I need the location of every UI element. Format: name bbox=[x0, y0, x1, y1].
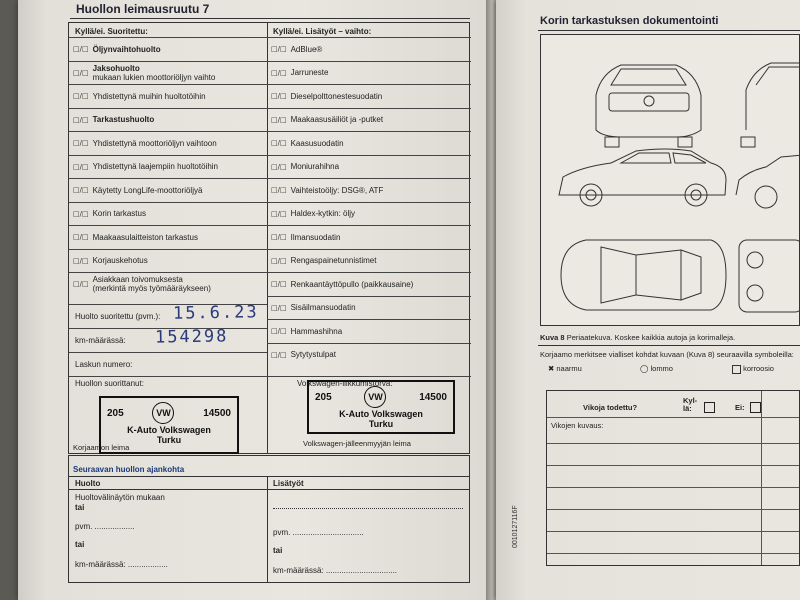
row-label bbox=[93, 45, 161, 54]
yes-no-checkbox[interactable]: □/□ bbox=[73, 139, 89, 148]
row-label bbox=[93, 186, 203, 195]
writing-line[interactable] bbox=[547, 509, 799, 510]
yes-no-checkbox[interactable]: □/□ bbox=[271, 162, 287, 171]
row-title: Korin tarkastus bbox=[92, 209, 146, 219]
row-label: Hammashihna bbox=[290, 326, 343, 336]
table-row bbox=[267, 272, 471, 296]
row-label: Jarruneste bbox=[290, 68, 329, 78]
yes-no-checkbox[interactable]: □/□ bbox=[271, 209, 287, 218]
stamp-left-number: 205 bbox=[107, 407, 124, 419]
car-top-view bbox=[561, 240, 726, 310]
row-label: Maakaasusäiliöt ja -putket bbox=[290, 115, 384, 125]
car-side-view-2 bbox=[736, 155, 800, 208]
row-title: Tarkastushuolto bbox=[92, 115, 155, 125]
table-row bbox=[267, 202, 471, 226]
writing-line[interactable] bbox=[547, 531, 799, 532]
col-lisatyot: Lisätyöt bbox=[273, 479, 304, 488]
writing-line[interactable] bbox=[547, 553, 799, 554]
next-date-field[interactable]: pvm. .................. bbox=[75, 522, 135, 531]
instruction-text: Korjaamo merkitsee vialliset kohdat kuvaan (Kuva 8) seuraavilla symboleilla: bbox=[540, 350, 794, 359]
table-row bbox=[267, 61, 471, 85]
column-divider bbox=[267, 476, 268, 583]
divider bbox=[538, 345, 800, 346]
next-service-interval: Huoltovälinäytön mukaan bbox=[75, 493, 165, 502]
row-label: Rengaspainetunnistimet bbox=[290, 256, 377, 266]
row-title: Jaksohuolto bbox=[92, 63, 140, 73]
vw-logo-icon: VW bbox=[152, 402, 174, 424]
tai-label: tai bbox=[75, 503, 85, 512]
workshop-stamp bbox=[99, 396, 239, 454]
row-label: Ilmansuodatin bbox=[290, 232, 341, 242]
table-row bbox=[69, 202, 267, 226]
table-row bbox=[69, 272, 267, 296]
no-label: Ei: bbox=[735, 403, 745, 412]
row-label: Vaihteistoöljy: DSG®, ATF bbox=[290, 185, 384, 195]
row-title: Käytetty LongLife-moottoriöljyä bbox=[92, 185, 203, 195]
row-label: Renkaantäyttöpullo (paikkausaine) bbox=[290, 279, 414, 289]
yes-checkbox[interactable] bbox=[704, 402, 715, 413]
row-label: Haldex-kytkin: öljy bbox=[290, 209, 356, 219]
table-row bbox=[267, 225, 471, 249]
header-left: Kyllä/ei. Suoritettu: bbox=[75, 27, 148, 36]
row-label bbox=[93, 233, 198, 242]
row-subtitle: (merkintä myös työmääräykseen) bbox=[92, 284, 211, 294]
next-service-title: Seuraavan huollon ajankohta bbox=[73, 465, 185, 474]
service-table bbox=[68, 22, 470, 454]
row-label bbox=[93, 92, 206, 101]
no-checkbox[interactable] bbox=[750, 402, 761, 413]
stamp-right-number: 14500 bbox=[419, 391, 447, 403]
car-diagram bbox=[540, 34, 800, 326]
car-rear-view bbox=[596, 65, 701, 147]
workshop-label: Huollon suorittanut: bbox=[75, 379, 144, 388]
yes-label: Kyl-lä: bbox=[683, 396, 698, 413]
row-label bbox=[93, 275, 211, 293]
row-label bbox=[93, 139, 217, 148]
next-service-box bbox=[68, 455, 470, 583]
row-label: Sisäilmansuodatin bbox=[290, 303, 356, 313]
yes-no-checkbox[interactable]: □/□ bbox=[271, 280, 287, 289]
row-label: Moniurahihna bbox=[290, 162, 340, 172]
table-row bbox=[69, 37, 267, 61]
table-row bbox=[69, 84, 267, 108]
divider bbox=[547, 417, 799, 418]
yes-no-checkbox[interactable]: □/□ bbox=[271, 68, 287, 77]
yes-no-checkbox[interactable]: □/□ bbox=[73, 68, 89, 77]
header-right: Kyllä/ei. Lisätyöt – vaihto: bbox=[273, 27, 372, 36]
yes-no-checkbox[interactable]: □/□ bbox=[271, 350, 287, 359]
title-underline bbox=[70, 18, 470, 19]
car-underbody-view bbox=[739, 240, 800, 312]
row-label bbox=[93, 209, 146, 218]
figure-caption bbox=[540, 333, 735, 342]
row-label bbox=[93, 162, 218, 171]
yes-no-checkbox[interactable]: □/□ bbox=[73, 162, 89, 171]
yes-no-checkbox[interactable]: □/□ bbox=[73, 233, 89, 242]
stamp-line1: K-Auto Volkswagen bbox=[127, 425, 211, 435]
writing-line[interactable] bbox=[547, 443, 799, 444]
row-title: Yhdistettynä moottoriöljyn vaihtoon bbox=[92, 138, 217, 148]
service-date-label: Huolto suoritettu (pvm.): bbox=[75, 312, 161, 321]
right-km-field[interactable]: km-määrässä: ................................ bbox=[273, 566, 398, 575]
yes-no-checkbox[interactable]: □/□ bbox=[73, 209, 89, 218]
stamp-left-number: 205 bbox=[315, 391, 332, 403]
stamp-line2: Turku bbox=[368, 419, 394, 429]
stamp-right-number: 14500 bbox=[203, 407, 231, 419]
row-label: Kaasusuodatin bbox=[290, 138, 344, 148]
vw-seal-label: Volkswagen-liikkumistorva: bbox=[297, 379, 393, 388]
table-row bbox=[69, 178, 267, 202]
legend-dent: ◯ lommo bbox=[640, 364, 673, 373]
table-row bbox=[267, 319, 471, 343]
divider bbox=[69, 489, 469, 490]
yes-no-checkbox[interactable]: □/□ bbox=[73, 280, 89, 289]
table-row bbox=[69, 249, 267, 273]
corrosion-box-icon bbox=[732, 365, 741, 374]
workshop-seal-label: Korjaamon leima bbox=[73, 443, 130, 452]
col-huolto: Huolto bbox=[75, 479, 101, 488]
yes-no-checkbox[interactable]: □/□ bbox=[271, 139, 287, 148]
yes-no-checkbox[interactable]: □/□ bbox=[271, 186, 287, 195]
km-label: km-määrässä: bbox=[75, 336, 126, 345]
car-outlines bbox=[541, 35, 800, 326]
yes-no-checkbox[interactable]: □/□ bbox=[271, 327, 287, 336]
row-label: Dieselpolttonestesuodatin bbox=[290, 91, 383, 101]
table-row bbox=[69, 61, 267, 85]
row-label bbox=[93, 64, 216, 82]
invoice-label: Laskun numero: bbox=[75, 360, 133, 369]
service-date-value: 15.6.23 bbox=[172, 302, 259, 324]
row-subtitle: mukaan lukien moottoriöljyn vaihto bbox=[92, 72, 216, 82]
stamp-line1: K-Auto Volkswagen bbox=[339, 409, 423, 419]
table-row bbox=[69, 155, 267, 179]
caption-number: Kuva 8 bbox=[540, 333, 565, 342]
page-title: Huollon leimausruutu 7 bbox=[76, 2, 210, 16]
row-title: Öljynvaihtohuolto bbox=[92, 44, 161, 54]
row-title: Yhdistettynä laajempiin huoltotöihin bbox=[92, 162, 219, 172]
title-underline bbox=[538, 30, 800, 31]
yes-no-checkbox[interactable]: □/□ bbox=[271, 303, 287, 312]
invoice-row bbox=[69, 352, 267, 376]
print-code: 0010127116F bbox=[512, 505, 519, 548]
tai-label: tai bbox=[273, 546, 283, 555]
defects-description-label: Vikojen kuvaus: bbox=[551, 421, 604, 430]
yes-no-checkbox[interactable]: □/□ bbox=[271, 115, 287, 124]
yes-no-checkbox[interactable]: □/□ bbox=[73, 256, 89, 265]
vw-seal-footer: Volkswagen-jälleenmyyjän leima bbox=[303, 439, 411, 448]
table-row bbox=[267, 108, 471, 132]
table-row bbox=[267, 37, 471, 61]
row-title: Korjauskehotus bbox=[92, 256, 148, 266]
caption-text: Periaatekuva. Koskee kaikkia autoja ja korimalleja. bbox=[566, 333, 736, 342]
yes-no-checkbox[interactable]: □/□ bbox=[73, 115, 89, 124]
row-title: Yhdistettynä muihin huoltotöihin bbox=[92, 91, 206, 101]
vw-logo-icon: VW bbox=[364, 386, 386, 408]
next-km-field[interactable]: km-määrässä: .................. bbox=[75, 560, 168, 569]
row-label: AdBlue® bbox=[290, 44, 323, 54]
yes-no-checkbox[interactable]: □/□ bbox=[271, 92, 287, 101]
yes-no-checkbox[interactable]: □/□ bbox=[73, 92, 89, 101]
car-front-view bbox=[741, 63, 800, 147]
legend-corrosion bbox=[732, 364, 774, 374]
defects-question: Vikoja todettu? bbox=[583, 403, 638, 412]
right-page-title: Korin tarkastuksen dokumentointi bbox=[540, 15, 719, 27]
dealer-stamp bbox=[307, 380, 455, 434]
table-row bbox=[267, 343, 471, 367]
table-row bbox=[267, 155, 471, 179]
stamp-line2: Turku bbox=[156, 435, 182, 445]
row-label bbox=[93, 256, 148, 265]
writing-line[interactable] bbox=[547, 465, 799, 466]
yes-no-checkbox[interactable]: □/□ bbox=[73, 45, 89, 54]
row-title: Asiakkaan toivomuksesta bbox=[92, 275, 183, 285]
yes-no-checkbox[interactable]: □/□ bbox=[271, 45, 287, 54]
yes-no-checkbox[interactable]: □/□ bbox=[73, 186, 89, 195]
yes-no-checkbox[interactable]: □/□ bbox=[271, 256, 287, 265]
table-row bbox=[267, 249, 471, 273]
defects-table bbox=[546, 390, 800, 566]
divider bbox=[69, 476, 469, 477]
yes-no-checkbox[interactable]: □/□ bbox=[271, 233, 287, 242]
row-label bbox=[93, 115, 155, 124]
table-row bbox=[69, 108, 267, 132]
table-row bbox=[69, 131, 267, 155]
table-row bbox=[267, 296, 471, 320]
tai-label: tai bbox=[75, 540, 85, 549]
table-row bbox=[267, 84, 471, 108]
car-side-view bbox=[559, 149, 726, 206]
legend-corrosion-label: korroosio bbox=[743, 364, 774, 373]
table-row bbox=[267, 131, 471, 155]
dotted-line bbox=[273, 508, 463, 509]
writing-line[interactable] bbox=[547, 487, 799, 488]
legend-scratch: ✖ naarmu bbox=[548, 364, 582, 373]
row-label: Sytytystulpat bbox=[290, 350, 336, 360]
table-row bbox=[267, 178, 471, 202]
km-value: 154298 bbox=[154, 326, 229, 348]
table-row bbox=[69, 225, 267, 249]
row-title: Maakaasulaitteiston tarkastus bbox=[92, 232, 198, 242]
right-date-field[interactable]: pvm. ................................ bbox=[273, 528, 364, 537]
